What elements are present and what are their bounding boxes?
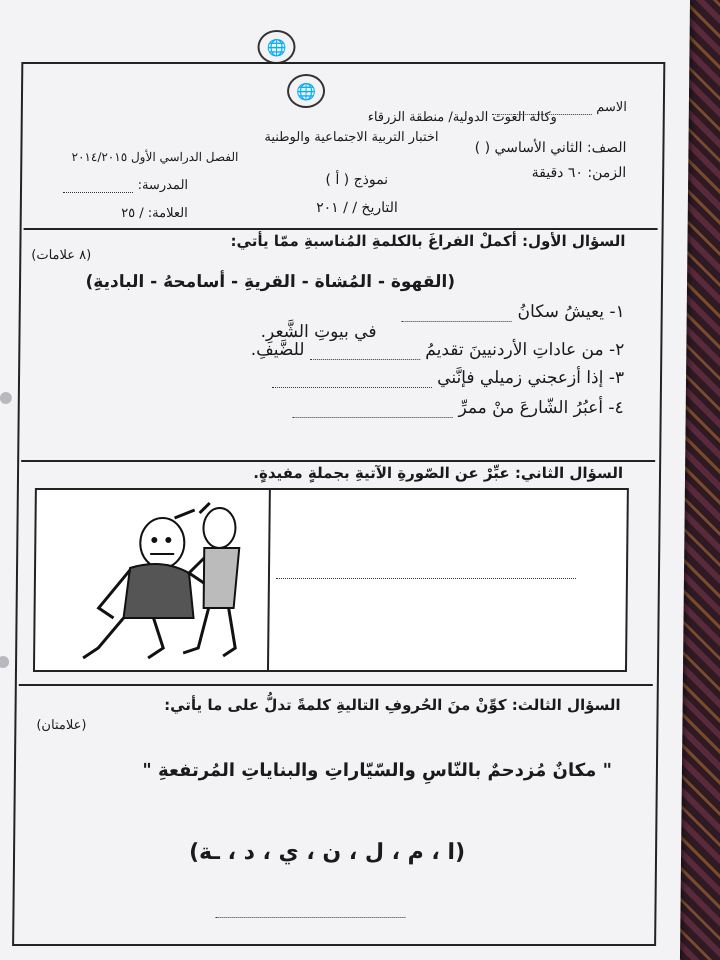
answer-blank bbox=[215, 905, 405, 918]
answer-blank bbox=[276, 566, 576, 579]
q3-letters: (ا ، م ، ل ، ن ، ي ، د ، ـة) bbox=[188, 840, 466, 865]
agency-name: وكالة الغوث الدولية/ منطقة الزرقاء bbox=[367, 110, 557, 125]
exam-title: اختبار التربية الاجتماعية والوطنية bbox=[264, 130, 439, 145]
q1-item-4-prefix: ٤- أعبُرُ الشّارعَ منْ ممرِّ bbox=[458, 398, 624, 418]
q1-item-4 bbox=[293, 398, 624, 418]
school-field bbox=[63, 178, 188, 193]
q1-item-3 bbox=[272, 368, 624, 388]
q1-item-2 bbox=[251, 340, 625, 360]
punch-hole bbox=[0, 392, 12, 404]
date-label: التاريخ bbox=[361, 200, 398, 216]
semester: الفصل الدراسي الأول ٢٠١٤/٢٠١٥ bbox=[71, 150, 239, 164]
q1-title: السؤال الأول: أكملْ الفراغَ بالكلمةِ المُناسبةِ ممّا يأتي: bbox=[230, 232, 626, 250]
q1-word-bank: (القهوة - المُشاة - القريةِ - أسامحهُ - الباديةِ) bbox=[85, 272, 456, 292]
answer-blank bbox=[272, 375, 432, 388]
time-label: الزمن: bbox=[587, 165, 627, 181]
answer-blank bbox=[310, 347, 420, 360]
q1-marks: (٨ علامات) bbox=[31, 248, 92, 263]
score-value: / ٢٥ bbox=[121, 206, 144, 221]
q3-title: السؤال الثالث: كوِّنْ منَ الحُروفِ التاليةِ كلمةً تدلُّ على ما يأتي: bbox=[164, 696, 621, 714]
name-blank bbox=[492, 102, 592, 115]
school-blank bbox=[63, 180, 133, 193]
time-field bbox=[532, 165, 627, 181]
form-model: نموذج ( أ ) bbox=[325, 172, 389, 188]
divider bbox=[21, 460, 655, 462]
answer-blank bbox=[402, 309, 512, 322]
q2-answer-line bbox=[276, 566, 576, 579]
date-value: / / ٢٠١ bbox=[316, 200, 358, 216]
score-field bbox=[121, 206, 188, 221]
q1-item-1 bbox=[402, 302, 625, 322]
q2-answer-box bbox=[33, 488, 629, 672]
answer-blank bbox=[293, 405, 453, 418]
punch-hole bbox=[0, 656, 9, 668]
divider bbox=[19, 684, 653, 686]
q1-item-1-prefix: ١- يعيشُ سكانُ bbox=[517, 302, 625, 322]
date-field bbox=[316, 200, 398, 216]
grade-field bbox=[475, 140, 627, 156]
q3-clue: " مكانٌ مُزدحمٌ بالنّاسِ والسّيّاراتِ والبناياتِ المُرتفعةِ " bbox=[142, 760, 613, 781]
q1-item-1-suffix: في بيوتِ الشَّعرِ. bbox=[260, 322, 377, 342]
time-value: ٦٠ دقيقة bbox=[531, 165, 584, 181]
name-field bbox=[492, 100, 627, 115]
q3-answer-line bbox=[215, 905, 405, 918]
grade-value: الثاني الأساسي ( ) bbox=[474, 140, 583, 156]
cartoon-illustration bbox=[53, 498, 255, 663]
divider bbox=[24, 228, 658, 230]
q3-marks: (علامتان) bbox=[36, 718, 87, 733]
q2-box-divider bbox=[267, 490, 271, 670]
q1-item-3-prefix: ٣- إذا أزعجني زميلي فإنَّني bbox=[437, 368, 625, 388]
q1-item-2-suffix: للضَّيفِ. bbox=[250, 340, 305, 360]
school-label: المدرسة: bbox=[137, 178, 189, 193]
un-emblem-icon: 🌐 bbox=[287, 74, 325, 108]
score-label: العلامة: bbox=[147, 206, 188, 221]
grade-label: الصف: bbox=[586, 140, 627, 156]
q2-title: السؤال الثاني: عبِّرْ عن الصّورةِ الآتيةِ بجملةٍ مفيدةٍ. bbox=[253, 464, 624, 482]
un-logo-icon: 🌐 bbox=[257, 30, 295, 64]
q1-item-2-prefix: ٢- من عاداتِ الأردنيينَ تقديمُ bbox=[425, 340, 625, 360]
name-label: الاسم bbox=[596, 100, 627, 115]
